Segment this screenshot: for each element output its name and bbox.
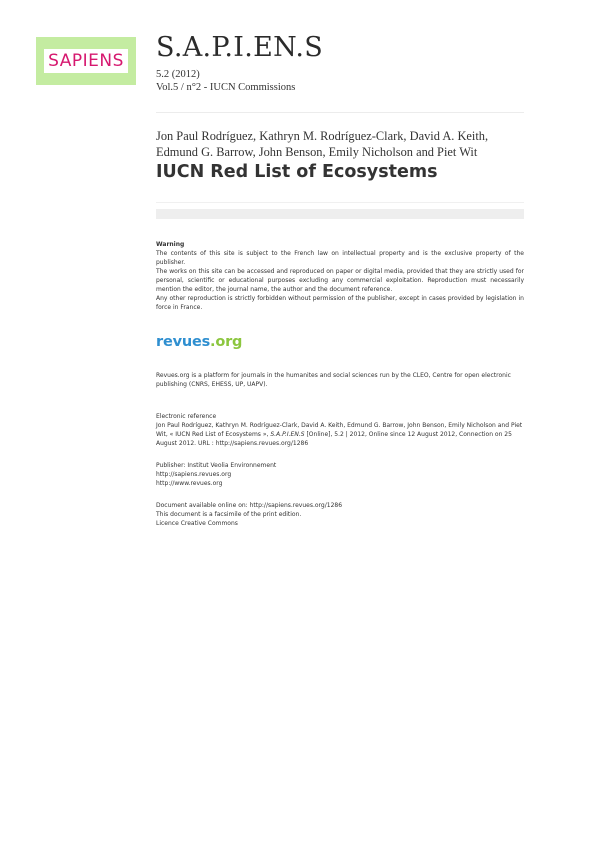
warning-notice <box>156 240 524 312</box>
gray-band <box>156 209 524 219</box>
availability-info <box>156 501 524 528</box>
licence-note: Licence Creative Commons <box>156 520 238 527</box>
reference-text-end: [Online], 5.2 | 2012, Online since 12 August 2012, Connection on 25 August 2012. URL : http://sapiens.revues.org/1286 <box>156 431 512 447</box>
sapiens-logo-text: SAPIENS <box>44 49 128 73</box>
reference-journal-name: S.A.P.I.EN.S <box>270 431 305 438</box>
issue-number: 5.2 (2012) <box>156 69 200 80</box>
availability-url: Document available online on: http://sapiens.revues.org/1286 <box>156 502 343 509</box>
warning-paragraph-2: The works on this site can be accessed and reproduced on paper or digital media, provided that they are strictly used for personal, scientific or educational purposes excluding any commercial exploitation. Reproduction must necessarily mention the editor, the journal name, the author and the document reference. <box>156 268 524 293</box>
article-authors <box>156 128 536 160</box>
warning-heading: Warning <box>156 241 185 248</box>
electronic-reference-text <box>156 421 524 448</box>
sapiens-logo <box>36 37 136 85</box>
warning-paragraph-3: Any other reproduction is strictly forbidden without permission of the publisher, except in cases provided by legislation in force in France. <box>156 295 524 311</box>
electronic-reference <box>156 412 524 448</box>
platform-description: Revues.org is a platform for journals in the humanites and social sciences run by the CLEO, Centre for open electronic publishing (CNRS, EHESS, UP, UAPV). <box>156 372 511 388</box>
warning-paragraph-1: The contents of this site is subject to the French law on intellectual property and is the exclusive property of the publisher. <box>156 250 524 266</box>
issue-info <box>156 68 295 94</box>
authors-line-1: Jon Paul Rodríguez, Kathryn M. Rodríguez-Clark, David A. Keith, <box>156 129 489 143</box>
article-title: IUCN Red List of Ecosystems <box>156 162 438 182</box>
divider <box>156 112 524 113</box>
reference-text-start: Jon Paul Rodríguez, Kathryn M. Rodríguez-Clark, David A. Keith, Edmund G. Barrow, John Benson, Emily Nicholson and Piet Wit, « IUCN Red List of Ecosystems », <box>156 422 523 438</box>
publisher-link-revues[interactable]: http://www.revues.org <box>156 480 223 487</box>
revues-logo-part-2: .org <box>210 334 243 350</box>
volume-info: Vol.5 / n°2 - IUCN Commissions <box>156 82 296 93</box>
publisher-info <box>156 461 524 488</box>
publisher-link-sapiens[interactable]: http://sapiens.revues.org <box>156 471 232 478</box>
divider <box>156 202 524 203</box>
publisher-name: Publisher: Institut Veolia Environnement <box>156 462 277 469</box>
revues-logo-part-1: revues <box>156 334 211 350</box>
authors-line-2: Edmund G. Barrow, John Benson, Emily Nicholson and Piet Wit <box>156 145 478 159</box>
electronic-reference-heading: Electronic reference <box>156 413 217 420</box>
journal-title: S.A.P.I.EN.S <box>156 32 324 63</box>
facsimile-note: This document is a facsimile of the print edition. <box>156 511 302 518</box>
revues-org-logo[interactable] <box>156 334 242 350</box>
